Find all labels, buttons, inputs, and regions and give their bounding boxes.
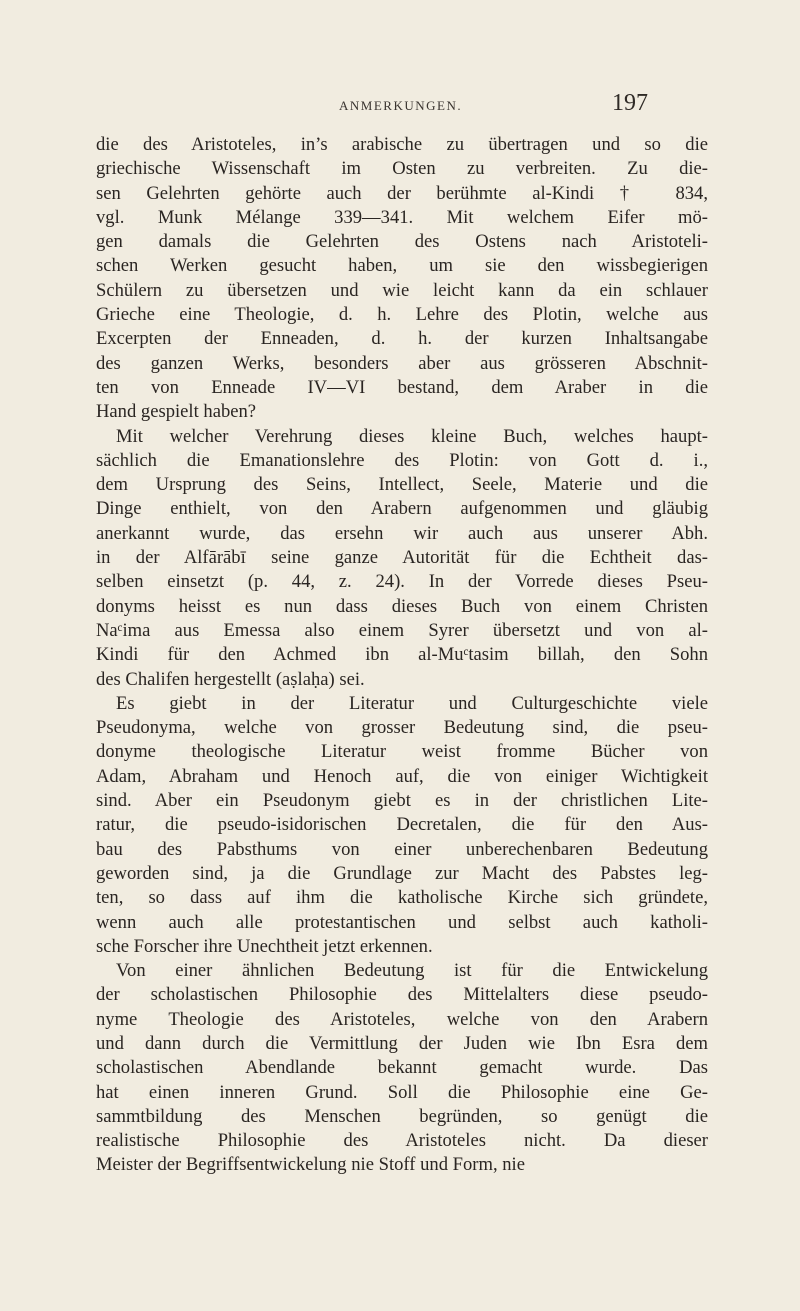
text-line: Kindi für den Achmed ibn al-Muᶜtasim billah, den Sohn (96, 644, 708, 666)
text-line: der scholastischen Philosophie des Mittelalters diese pseudo- (96, 984, 708, 1006)
text-line: des ganzen Werks, besonders aber aus grösseren Abschnit- (96, 352, 708, 374)
text-line: sen Gelehrten gehörte auch der berühmte al-Kindi † 834, (96, 182, 708, 204)
paragraph (96, 133, 708, 425)
text-line: Von einer ähnlichen Bedeutung ist für die Entwickelung (116, 960, 708, 982)
paragraph (96, 692, 708, 959)
text-line: realistische Philosophie des Aristoteles nicht. Da dieser (96, 1130, 708, 1152)
text-line: ten von Enneade IV—VI bestand, dem Araber in die (96, 376, 708, 398)
running-title: ANMERKUNGEN. (339, 98, 463, 113)
text-line: selben einsetzt (p. 44, z. 24). In der Vorrede dieses Pseu- (96, 571, 708, 593)
text-line: Mit welcher Verehrung dieses kleine Buch, welches haupt- (116, 425, 708, 447)
page-number: 197 (612, 90, 648, 116)
text-line: anerkannt wurde, das ersehn wir auch aus unserer Abh. (96, 522, 708, 544)
text-line: Pseudonyma, welche von grosser Bedeutung sind, die pseu- (96, 717, 708, 739)
text-line: sche Forscher ihre Unechtheit jetzt erkennen. (96, 935, 433, 957)
text-line: griechische Wissenschaft im Osten zu verbreiten. Zu die- (96, 158, 708, 180)
text-line: Es giebt in der Literatur und Culturgeschichte viele (116, 692, 708, 714)
text-line: in der Alfārābī seine ganze Autorität für die Echtheit das- (96, 547, 708, 569)
text-line: Schülern zu übersetzen und wie leicht kann da ein schlauer (96, 279, 708, 301)
text-line: dem Ursprung des Seins, Intellect, Seele, Materie und die (96, 474, 708, 496)
text-line: ten, so dass auf ihm die katholische Kirche sich gründete, (96, 887, 708, 909)
text-line: wenn auch alle protestantischen und selbst auch katholi- (96, 911, 708, 933)
text-line: Meister der Begriffsentwickelung nie Stoff und Form, nie (96, 1154, 525, 1176)
text-line: Adam, Abraham und Henoch auf, die von einiger Wichtigkeit (96, 765, 708, 787)
text-line: geworden sind, ja die Grundlage zur Macht des Pabstes leg- (96, 862, 708, 884)
text-line: Dinge enthielt, von den Arabern aufgenommen und gläubig (96, 498, 708, 520)
text-line: des Chalifen hergestellt (aṣlaḥa) sei. (96, 668, 365, 690)
text-line: schen Werken gesucht haben, um sie den wissbegierigen (96, 255, 708, 277)
running-head (0, 92, 800, 116)
body-text (96, 133, 708, 1178)
text-line: die des Aristoteles, in’s arabische zu übertragen und so die (96, 134, 708, 155)
text-line: Hand gespielt haben? (96, 401, 257, 423)
text-line: Excerpten der Enneaden, d. h. der kurzen Inhaltsangabe (96, 328, 708, 350)
text-line: Grieche eine Theologie, d. h. Lehre des Plotin, welche aus (96, 304, 708, 326)
text-line: ratur, die pseudo-isidorischen Decretalen, die für den Aus- (96, 814, 708, 836)
text-line: Naᶜima aus Emessa also einem Syrer übersetzt und von al- (96, 619, 708, 641)
text-line: scholastischen Abendlande bekannt gemacht wurde. Das (96, 1057, 708, 1079)
text-line: bau des Pabsthums von einer unberechenbaren Bedeutung (96, 838, 708, 860)
text-line: nyme Theologie des Aristoteles, welche von den Arabern (96, 1008, 708, 1030)
text-line: gen damals die Gelehrten des Ostens nach Aristoteli- (96, 231, 708, 253)
text-line: und dann durch die Vermittlung der Juden wie Ibn Esra dem (96, 1032, 708, 1054)
paragraph (96, 959, 708, 1178)
text-line: donyms heisst es nun dass dieses Buch von einem Christen (96, 595, 708, 617)
text-line: donyme theologische Literatur weist fromme Bücher von (96, 741, 708, 763)
text-line: sind. Aber ein Pseudonym giebt es in der christlichen Lite- (96, 790, 708, 812)
text-line: sammtbildung des Menschen begründen, so genügt die (96, 1105, 708, 1127)
text-line: sächlich die Emanationslehre des Plotin: von Gott d. i., (96, 449, 708, 471)
text-line: vgl. Munk Mélange 339—341. Mit welchem Eifer mö- (96, 206, 708, 228)
paragraph (96, 425, 708, 692)
text-line: hat einen inneren Grund. Soll die Philosophie eine Ge- (96, 1081, 708, 1103)
